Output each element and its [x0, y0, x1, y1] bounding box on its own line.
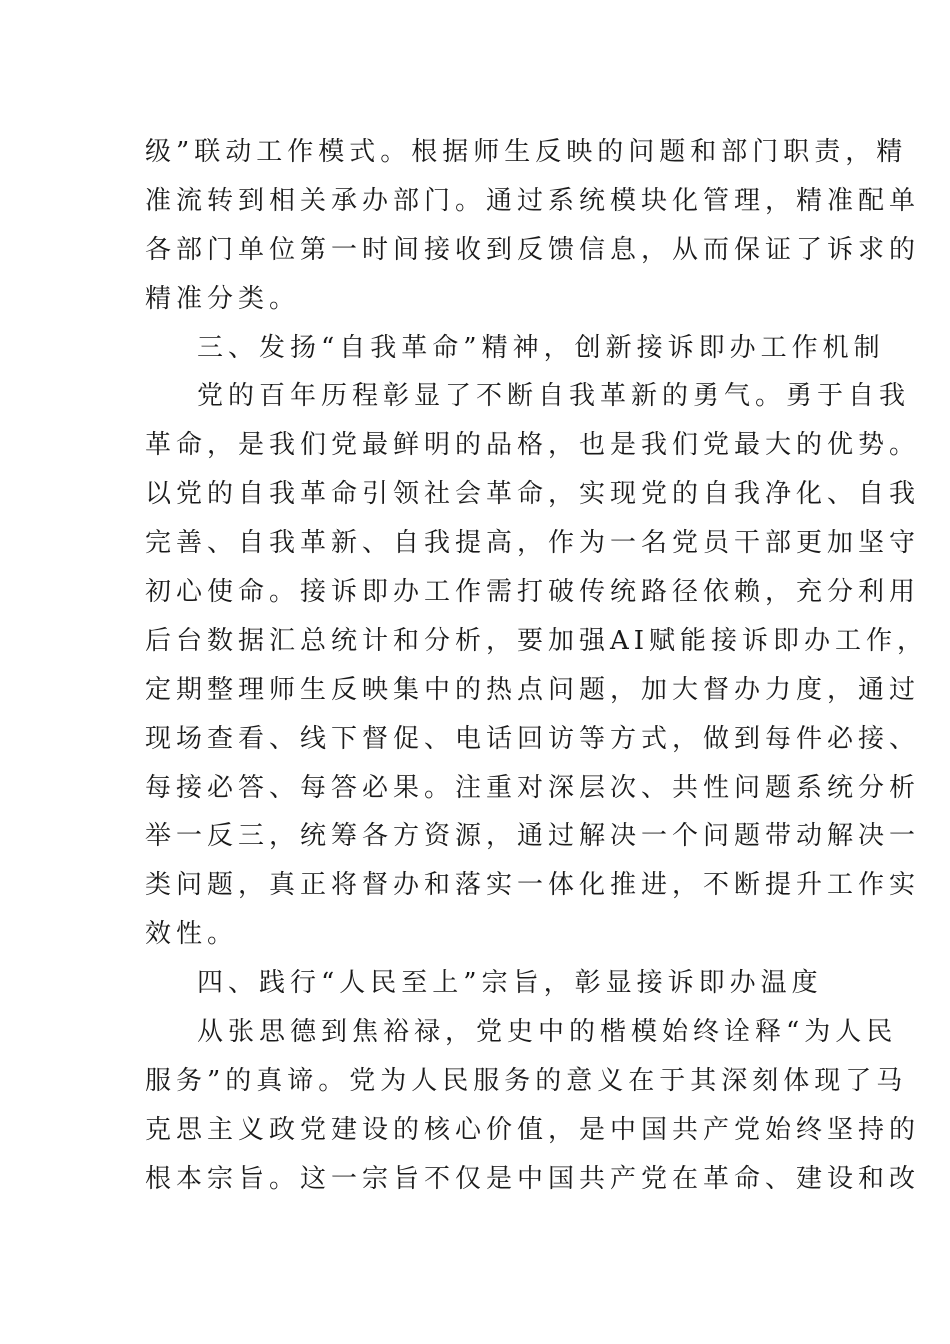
section-heading-3: 三、发扬“自我革命”精神，创新接诉即办工作机制 — [197, 332, 885, 363]
text-line-13: 现场查看、线下督促、电话回访等方式，做到每件必接、 — [145, 723, 921, 754]
document-page — [145, 128, 929, 1204]
text-line-12: 定期整理师生反映集中的热点问题，加大督办力度，通过 — [145, 674, 921, 705]
section-heading-4: 四、践行“人民至上”宗旨，彰显接诉即办温度 — [197, 968, 823, 999]
text-line-22: 根本宗旨。这一宗旨不仅是中国共产党在革命、建设和改 — [145, 1163, 921, 1194]
text-line-11: 后台数据汇总统计和分析，要加强AI赋能接诉即办工作， — [145, 625, 929, 656]
text-line-7: 革命，是我们党最鲜明的品格，也是我们党最大的优势。 — [145, 430, 921, 461]
text-line-9: 完善、自我革新、自我提高，作为一名党员干部更加坚守 — [145, 528, 921, 559]
text-line-20: 服务”的真谛。党为人民服务的意义在于其深刻体现了马 — [145, 1065, 908, 1096]
text-line-16: 类问题，真正将督办和落实一体化推进，不断提升工作实 — [145, 870, 921, 901]
text-line-19: 从张思德到焦裕禄，党史中的楷模始终诠释“为人民 — [197, 1017, 898, 1048]
text-line-15: 举一反三，统筹各方资源，通过解决一个问题带动解决一 — [145, 821, 921, 852]
text-line-17: 效性。 — [145, 919, 239, 950]
text-line-2: 准流转到相关承办部门。通过系统模块化管理，精准配单 — [145, 185, 921, 216]
text-line-3: 各部门单位第一时间接收到反馈信息，从而保证了诉求的 — [145, 234, 921, 265]
text-line-8: 以党的自我革命引领社会革命，实现党的自我净化、自我 — [145, 479, 921, 510]
text-line-14: 每接必答、每答必果。注重对深层次、共性问题系统分析 — [145, 772, 921, 803]
text-line-4: 精准分类。 — [145, 283, 301, 314]
text-line-6: 党的百年历程彰显了不断自我革新的勇气。勇于自我 — [197, 381, 911, 412]
text-line-21: 克思主义政党建设的核心价值，是中国共产党始终坚持的 — [145, 1114, 921, 1145]
text-line-10: 初心使命。接诉即办工作需打破传统路径依赖，充分利用 — [145, 577, 921, 608]
text-line-1: 级”联动工作模式。根据师生反映的问题和部门职责，精 — [145, 137, 908, 167]
